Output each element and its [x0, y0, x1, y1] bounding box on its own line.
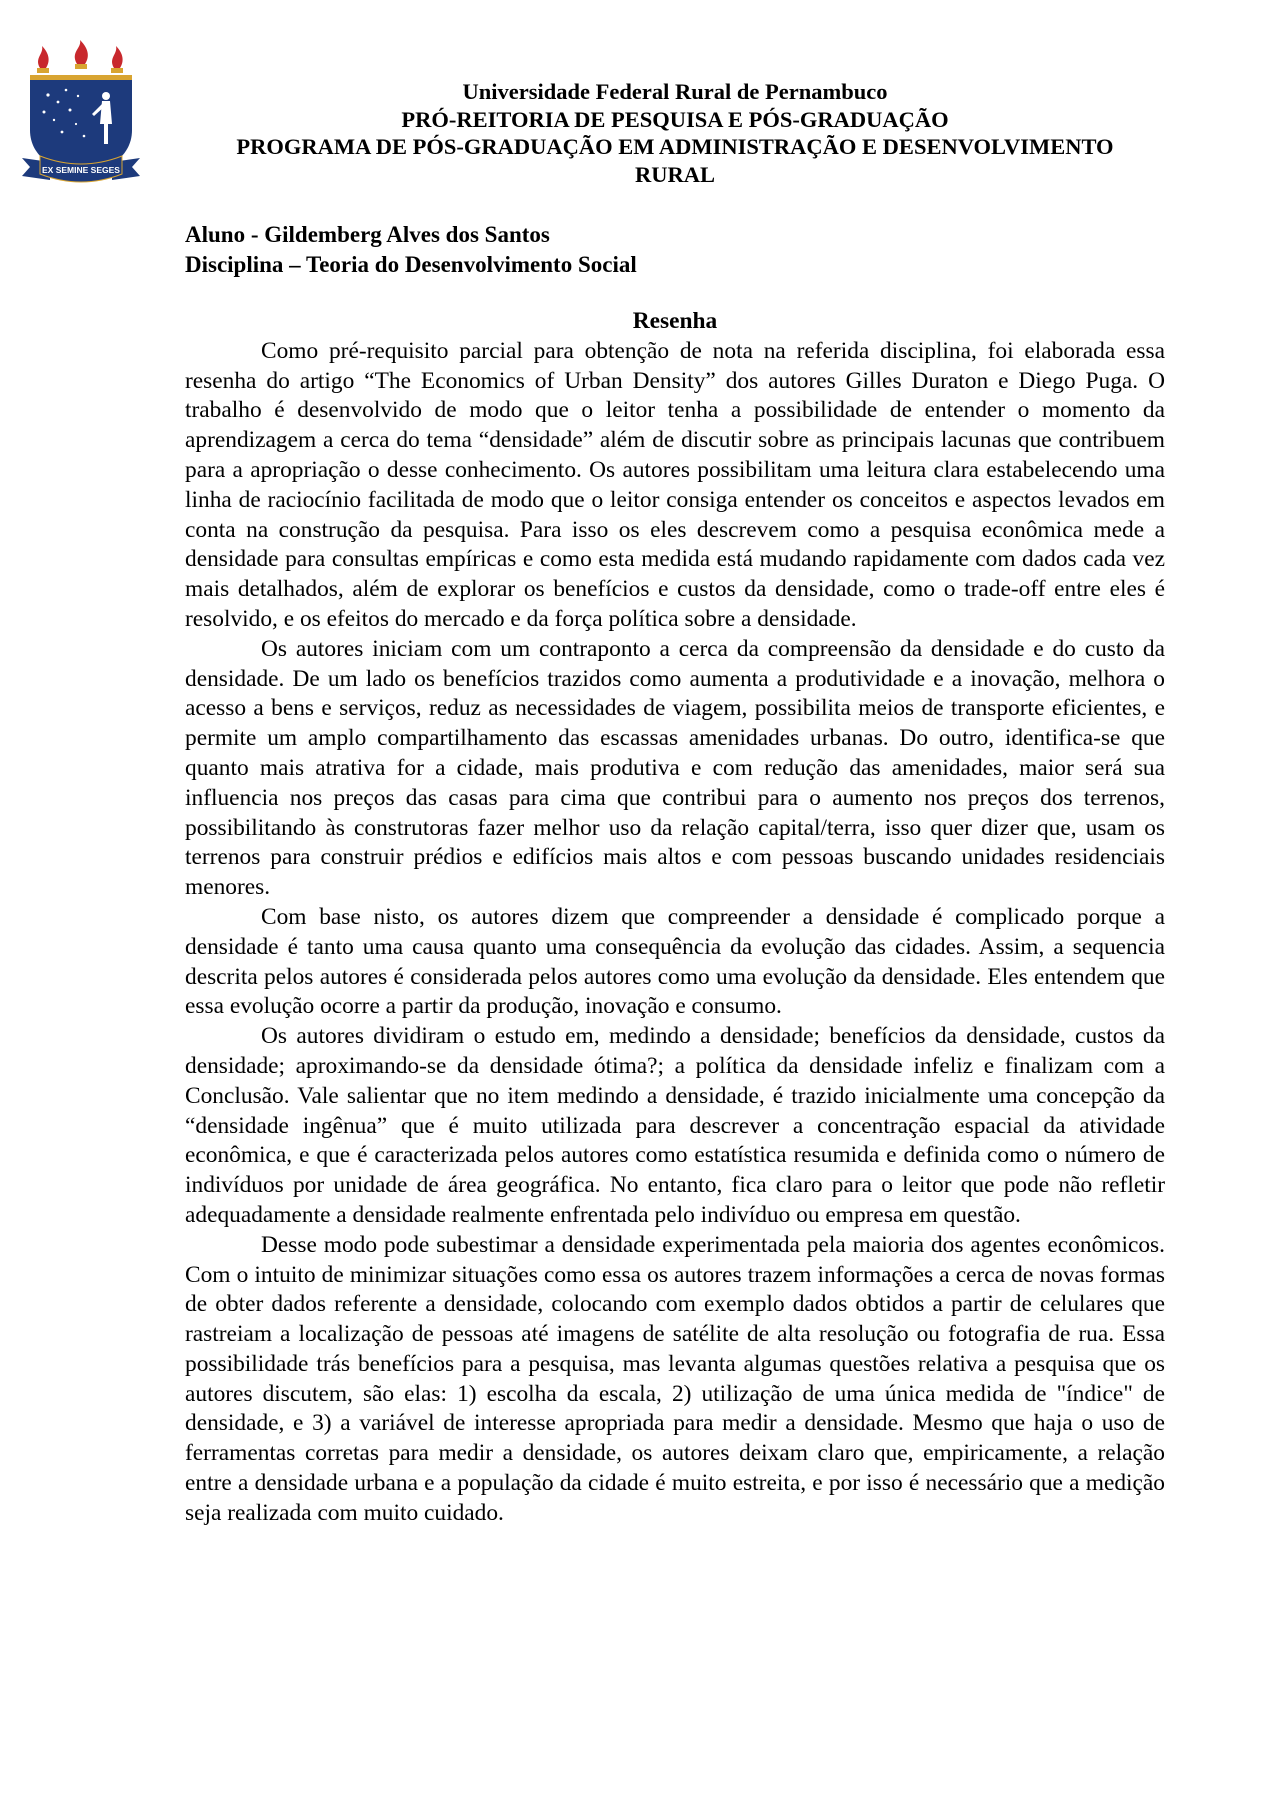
paragraph: Como pré-requisito parcial para obtenção de nota na referida disciplina, foi elaborada essa resenha do artigo “The Economics of Urban Density” dos autores Gilles Duraton e Diego Puga. O trabalho é desenvolvido de modo que o leitor tenha a possibilidade de entender o momento da aprendizagem a cerca do tema “densidade” além de discutir sobre as principais lacunas que contribuem para a apropriação o desse conhecimento. Os autores possibilitam uma leitura clara estabelecendo uma linha de raciocínio facilitada de modo que o leitor consiga entender os conceitos e aspectos levados em conta na construção da pesquisa. Para isso os eles descrevem como a pesquisa econômica mede a densidade para consultas empíricas e como esta medida está mudando rapidamente com dados cada vez mais detalhados, além de explorar os benefícios e custos da densidade, como o trade-off entre eles é resolvido, e os efeitos do mercado e da força política sobre a densidade. [185, 337, 1165, 632]
program-name-line1: PROGRAMA DE PÓS-GRADUAÇÃO EM ADMINISTRAÇÃO E DESENVOLVIMENTO [236, 134, 1114, 159]
paragraph: Desse modo pode subestimar a densidade experimentada pela maioria dos agentes econômicos. Com o intuito de minimizar situações como essa os autores trazem informações a cerca de novas formas de obter dados referente a densidade, colocando com exemplo dados obtidos a partir de celulares que rastreiam a localização de pessoas até imagens de satélite de alta resolução ou fotografia de rua. Essa possibilidade trás benefícios para a pesquisa, mas levanta algumas questões relativa a pesquisa que os autores discutem, são elas: 1) escolha da escala, 2) utilização de uma única medida de "índice" de densidade, e 3) a variável de interesse apropriada para medir a densidade. Mesmo que haja o uso de ferramentas corretas para medir a densidade, os autores deixam claro que, empiricamente, a relação entre a densidade urbana e a população da cidade é muito estreita, e por isso é necessário que a medição seja realizada com muito cuidado. [185, 1231, 1165, 1526]
paragraph: Os autores dividiram o estudo em, medindo a densidade; benefícios da densidade, custos da densidade; aproximando-se da densidade ótima?; a política da densidade infeliz e finalizam com a Conclusão. Vale salientar que no item medindo a densidade, é trazido inicialmente uma concepção da “densidade ingênua” que é muito utilizada para descrever a concentração espacial da atividade econômica, e que é caracterizada pelos autores como estatística resumida e definida como o número de indivíduos por unidade de área geográfica. No entanto, fica claro para o leitor que pode não refletir adequadamente a densidade realmente enfrentada pelo indivíduo ou empresa em questão. [185, 1023, 1165, 1228]
review-body [185, 307, 1165, 1529]
program-name-line2: RURAL [634, 161, 715, 187]
paragraph: Os autores iniciam com um contraponto a cerca da compreensão da densidade e do custo da densidade. De um lado os benefícios trazidos como aumenta a produtividade e a inovação, melhora o acesso a bens e serviços, reduz as necessidades de viagem, possibilita meios de transporte eficientes, e permite um amplo compartilhamento das escassas amenidades urbanas. Do outro, identifica-se que quanto mais atrativa for a cidade, mais produtiva e com redução das amenidades, maior será sua influencia nos preços das casas para cima que contribui para o aumento nos preços dos terrenos, possibilitando às construtoras fazer melhor uso da relação capital/terra, isso quer dizer que, usam os terrenos para construir prédios e edifícios mais altos e com pessoas buscando unidades residenciais menores. [185, 635, 1165, 901]
student-name: Aluno - Gildemberg Alves dos Santos [185, 222, 550, 247]
torch-center-icon [75, 40, 88, 69]
section-title: Resenha [632, 308, 718, 334]
pro-rectorate-name: PRÓ-REITORIA DE PESQUISA E PÓS-GRADUAÇÃO [401, 106, 949, 132]
university-crest-icon [20, 40, 142, 195]
page-header [185, 78, 1165, 188]
torch-right-icon [111, 46, 123, 73]
paragraph: Com base nisto, os autores dizem que compreender a densidade é complicado porque a densidade é tanto uma causa quanto uma consequência da evolução das cidades. Assim, a sequencia descrita pelos autores é considerada pelos autores como uma evolução da densidade. Eles entendem que essa evolução ocorre a partir da produção, inovação e consumo. [185, 903, 1165, 1020]
student-info [185, 220, 637, 280]
crest-motto: EX SEMINE SEGES [42, 165, 120, 175]
university-name: Universidade Federal Rural de Pernambuco [462, 79, 888, 104]
course-name: Disciplina – Teoria do Desenvolvimento Social [185, 252, 637, 277]
torch-left-icon [37, 46, 49, 73]
